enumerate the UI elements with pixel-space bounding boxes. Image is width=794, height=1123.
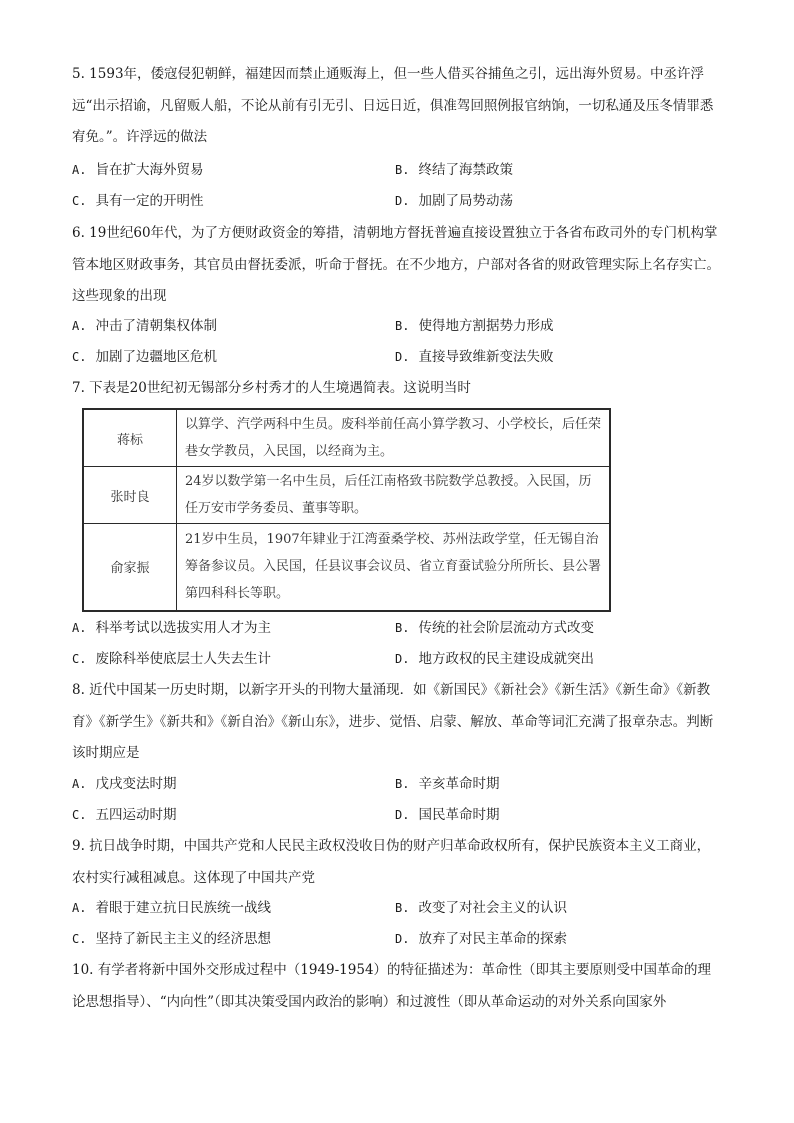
question-5-options	[72, 155, 722, 217]
scholar-table	[82, 408, 611, 612]
option-d[interactable]: D. 国民革命时期	[395, 807, 500, 823]
question-7-stem: 7. 下表是20世纪初无锡部分乡村秀才的人生境遇简表。这说明当时	[72, 380, 471, 396]
option-d[interactable]: D. 直接导致维新变法失败	[395, 349, 554, 365]
question-9-options	[72, 893, 722, 955]
table-desc-cell: 24岁以数学第一名中生员，后任江南格致书院数学总教授。入民国，历任万安市学务委员、董事等职。	[177, 467, 611, 524]
option-a[interactable]: A. 旨在扩大海外贸易	[72, 162, 204, 178]
option-c[interactable]: C. 具有一定的开明性	[72, 193, 204, 209]
option-b[interactable]: B. 使得地方割据势力形成	[395, 318, 554, 334]
option-b[interactable]: B. 终结了海禁政策	[395, 162, 513, 178]
option-b[interactable]: B. 传统的社会阶层流动方式改变	[395, 620, 594, 636]
option-d[interactable]: D. 放弃了对民主革命的探索	[395, 931, 567, 947]
option-d[interactable]: D. 地方政权的民主建设成就突出	[395, 651, 594, 667]
table-name-cell: 蒋标	[83, 409, 177, 467]
table-row	[83, 409, 610, 467]
option-a[interactable]: A. 戊戌变法时期	[72, 776, 177, 792]
table-row	[83, 524, 610, 611]
option-c[interactable]: C. 废除科举使底层士人失去生计	[72, 651, 271, 667]
question-5-stem: 5. 1593年，倭寇侵犯朝鲜，福建因而禁止通贩海上，但一些人借买谷捕鱼之引，远出海外贸易。中丞许浮远“出示招谕，凡留贩人船，不论从前有引无引、日远日近，俱准驾回照例报官纳饷，一切私通及压冬情罪悉宥免。”。许浮远的做法	[72, 66, 714, 145]
option-d[interactable]: D. 加剧了局势动荡	[395, 193, 513, 209]
question-10-stem: 10. 有学者将新中国外交形成过程中（1949-1954）的特征描述为：革命性（即其主要原则受中国革命的理论思想指导）、“内向性”（即其决策受国内政治的影响）和过渡性（即从革命运动的对外关系向国家外	[72, 962, 712, 1010]
option-a[interactable]: A. 科举考试以选拔实用人才为主	[72, 620, 271, 636]
question-8-options	[72, 769, 722, 831]
option-a[interactable]: A. 着眼于建立抗日民族统一战线	[72, 900, 271, 916]
table-desc-cell: 以算学、汽学两科中生员。废科举前任高小算学教习、小学校长，后任荣巷女学教员，入民国，以经商为主。	[177, 409, 611, 467]
option-a[interactable]: A. 冲击了清朝集权体制	[72, 318, 217, 334]
option-c[interactable]: C. 加剧了边疆地区危机	[72, 349, 217, 365]
option-c[interactable]: C. 五四运动时期	[72, 807, 177, 823]
table-desc-cell: 21岁中生员，1907年肄业于江湾蚕桑学校、苏州法政学堂，任无锡自治筹备参议员。入民国，任县议事会议员、省立育蚕试验分所所长、县公署第四科科长等职。	[177, 524, 611, 611]
option-b[interactable]: B. 辛亥革命时期	[395, 776, 500, 792]
question-9-stem: 9. 抗日战争时期，中国共产党和人民民主政权没收日伪的财产归革命政权所有，保护民族资本主义工商业，农村实行减租减息。这体现了中国共产党	[72, 838, 711, 886]
table-name-cell: 张时良	[83, 467, 177, 524]
question-6-options	[72, 311, 722, 373]
question-8-stem: 8. 近代中国某一历史时期，以新字开头的刊物大量涌现．如《新国民》《新社会》《新生活》《新生命》《新教育》《新学生》《新共和》《新自治》《新山东》，进步、觉悟、启蒙、解放、革命等词汇充满了报章杂志。判断该时期应是	[72, 682, 714, 761]
table-row	[83, 467, 610, 524]
table-name-cell: 俞家振	[83, 524, 177, 611]
option-b[interactable]: B. 改变了对社会主义的认识	[395, 900, 567, 916]
question-6-stem: 6. 19世纪60年代，为了方便财政资金的筹措，清朝地方督抚普遍直接设置独立于各省布政司外的专门机构掌管本地区财政事务，其官员由督抚委派，听命于督抚。在不少地方，户部对各省的财政管理实际上名存实亡。这些现象的出现	[72, 225, 720, 304]
question-7-options	[72, 613, 722, 675]
option-c[interactable]: C. 坚持了新民主主义的经济思想	[72, 931, 271, 947]
